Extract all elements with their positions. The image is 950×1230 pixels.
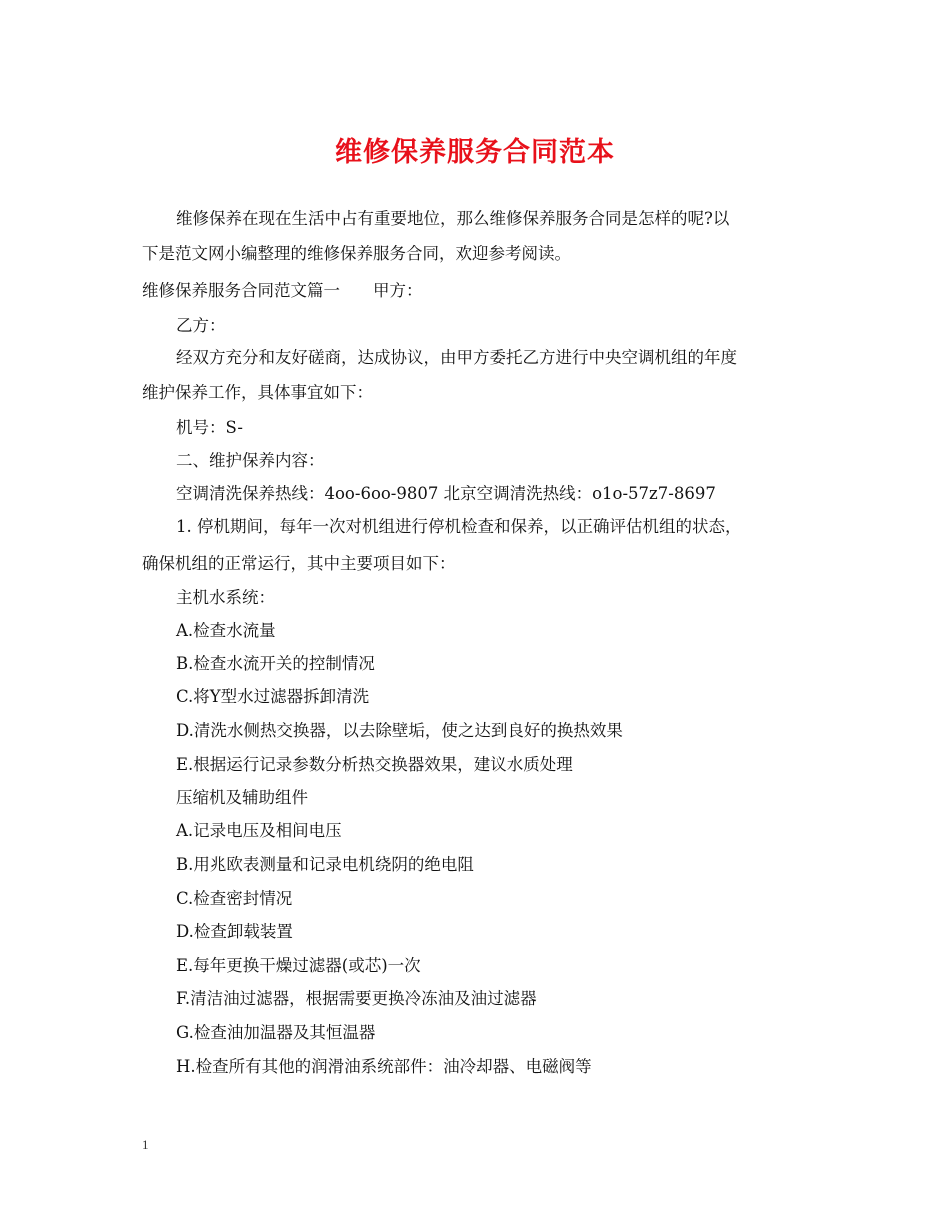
paragraph-line: 确保机组的正常运行，其中主要项目如下： — [142, 554, 456, 573]
list-item: E.根据运行记录参数分析热交换器效果，建议水质处理 — [176, 755, 573, 774]
paragraph-line: 空调清洗保养热线：4oo-6oo-9807 北京空调清洗热线：o1o-57z7-8697 — [176, 484, 716, 503]
paragraph-line: 维修保养服务合同范文篇一 甲方： — [142, 281, 423, 300]
list-item: E.每年更换干燥过滤器(或芯)一次 — [176, 956, 421, 975]
list-item: A.检查水流量 — [176, 621, 276, 640]
paragraph-line: 机号：S- — [176, 418, 243, 437]
paragraph-line: 1. 停机期间，每年一次对机组进行停机检查和保养，以正确评估机组的状态， — [176, 517, 742, 536]
paragraph-line: 经双方充分和友好磋商，达成协议，由甲方委托乙方进行中央空调机组的年度 — [176, 348, 737, 367]
paragraph-line: 主机水系统： — [176, 588, 275, 607]
paragraph-line: 二、维护保养内容： — [176, 451, 325, 470]
paragraph-line: 压缩机及辅助组件 — [176, 788, 308, 807]
list-item: D.检查卸载装置 — [176, 922, 293, 941]
paragraph-line: 乙方： — [176, 316, 226, 335]
paragraph-line: 维修保养在现在生活中占有重要地位，那么维修保养服务合同是怎样的呢?以 — [176, 209, 730, 228]
list-item: B.用兆欧表测量和记录电机绕阴的绝电阻 — [176, 855, 474, 874]
list-item: G.检查油加温器及其恒温器 — [176, 1023, 376, 1042]
list-item: H.检查所有其他的润滑油系统部件：油冷却器、电磁阀等 — [176, 1057, 592, 1076]
paragraph-line: 维护保养工作，具体事宜如下： — [142, 383, 373, 402]
list-item: D.清洗水侧热交换器，以去除壁垢，使之达到良好的换热效果 — [176, 721, 623, 740]
paragraph-line: 下是范文网小编整理的维修保养服务合同，欢迎参考阅读。 — [142, 244, 571, 263]
list-item: A.记录电压及相间电压 — [176, 821, 342, 840]
page-number: 1 — [142, 1137, 149, 1152]
document-title: 维修保养服务合同范本 — [335, 137, 615, 168]
list-item: C.将Y型水过滤器拆卸清洗 — [176, 687, 370, 706]
list-item: F.清洁油过滤器，根据需要更换冷冻油及油过滤器 — [176, 989, 537, 1008]
list-item: B.检查水流开关的控制情况 — [176, 654, 375, 673]
list-item: C.检查密封情况 — [176, 889, 293, 908]
